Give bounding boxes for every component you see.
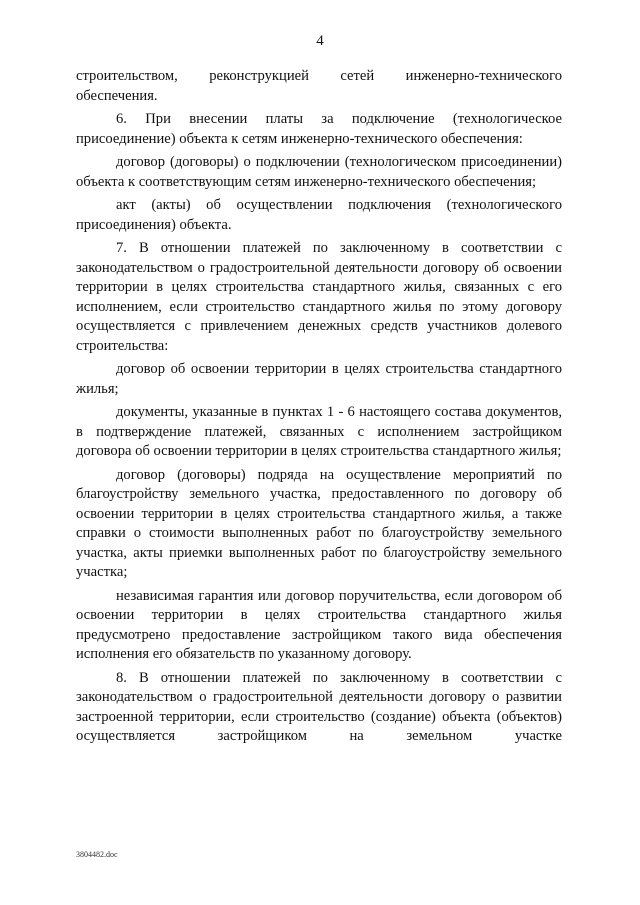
paragraph-connection-act: акт (акты) об осуществлении подключения (технологического присоединения) объекта. [76, 197, 562, 233]
paragraph-connection-contract: договор (договоры) о подключении (технологическом присоединении) объекта к соответствующим сетям инженерно-технического обеспечения; [76, 154, 562, 190]
page-number: 4 [316, 33, 324, 49]
document-filename: 3804482.doc [76, 850, 118, 859]
paragraph-documents-1-6: документы, указанные в пунктах 1 - 6 настоящего состава документов, в подтверждение платежей, связанных с исполнением застройщиком договора об освоении территории в целях строительства стандартного жилья; [76, 404, 562, 459]
document-body [76, 67, 562, 751]
paragraph-continuation: строительством, реконструкцией сетей инженерно-технического обеспечения. [76, 68, 562, 104]
paragraph-item-6: 6. При внесении платы за подключение (технологическое присоединение) объекта к сетям инженерно-технического обеспечения: [76, 111, 562, 147]
paragraph-item-7: 7. В отношении платежей по заключенному в соответствии с законодательством о градостроительной деятельности договору об освоении территории в целях строительства стандартного жилья, связанных с его исполнением, если строительство стандартного жилья по этому договору осуществляется с привлечением денежных средств участников долевого строительства: [76, 240, 562, 354]
paragraph-item-8: 8. В отношении платежей по заключенному в соответствии с законодательством о градостроительной деятельности договору о развитии застроенной территории, если строительство (создание) объекта (объектов) осуществляется застройщиком на земельном участке [76, 669, 562, 744]
paragraph-improvement-contract: договор (договоры) подряда на осуществление мероприятий по благоустройству земельного участка, предоставленного по договору об освоении территории в целях строительства стандартного жилья, а также справки о стоимости выполненных работ по благоустройству земельного участка, акты приемки выполненных работ по благоустройству земельного участка; [76, 466, 562, 580]
paragraph-territory-contract: договор об освоении территории в целях строительства стандартного жилья; [76, 361, 562, 397]
paragraph-guarantee: независимая гарантия или договор поручительства, если договором об освоении территории в целях строительства стандартного жилья предусмотрено предоставление застройщиком такого вида обеспечения исполнения его обязательств по указанному договору. [76, 587, 562, 662]
